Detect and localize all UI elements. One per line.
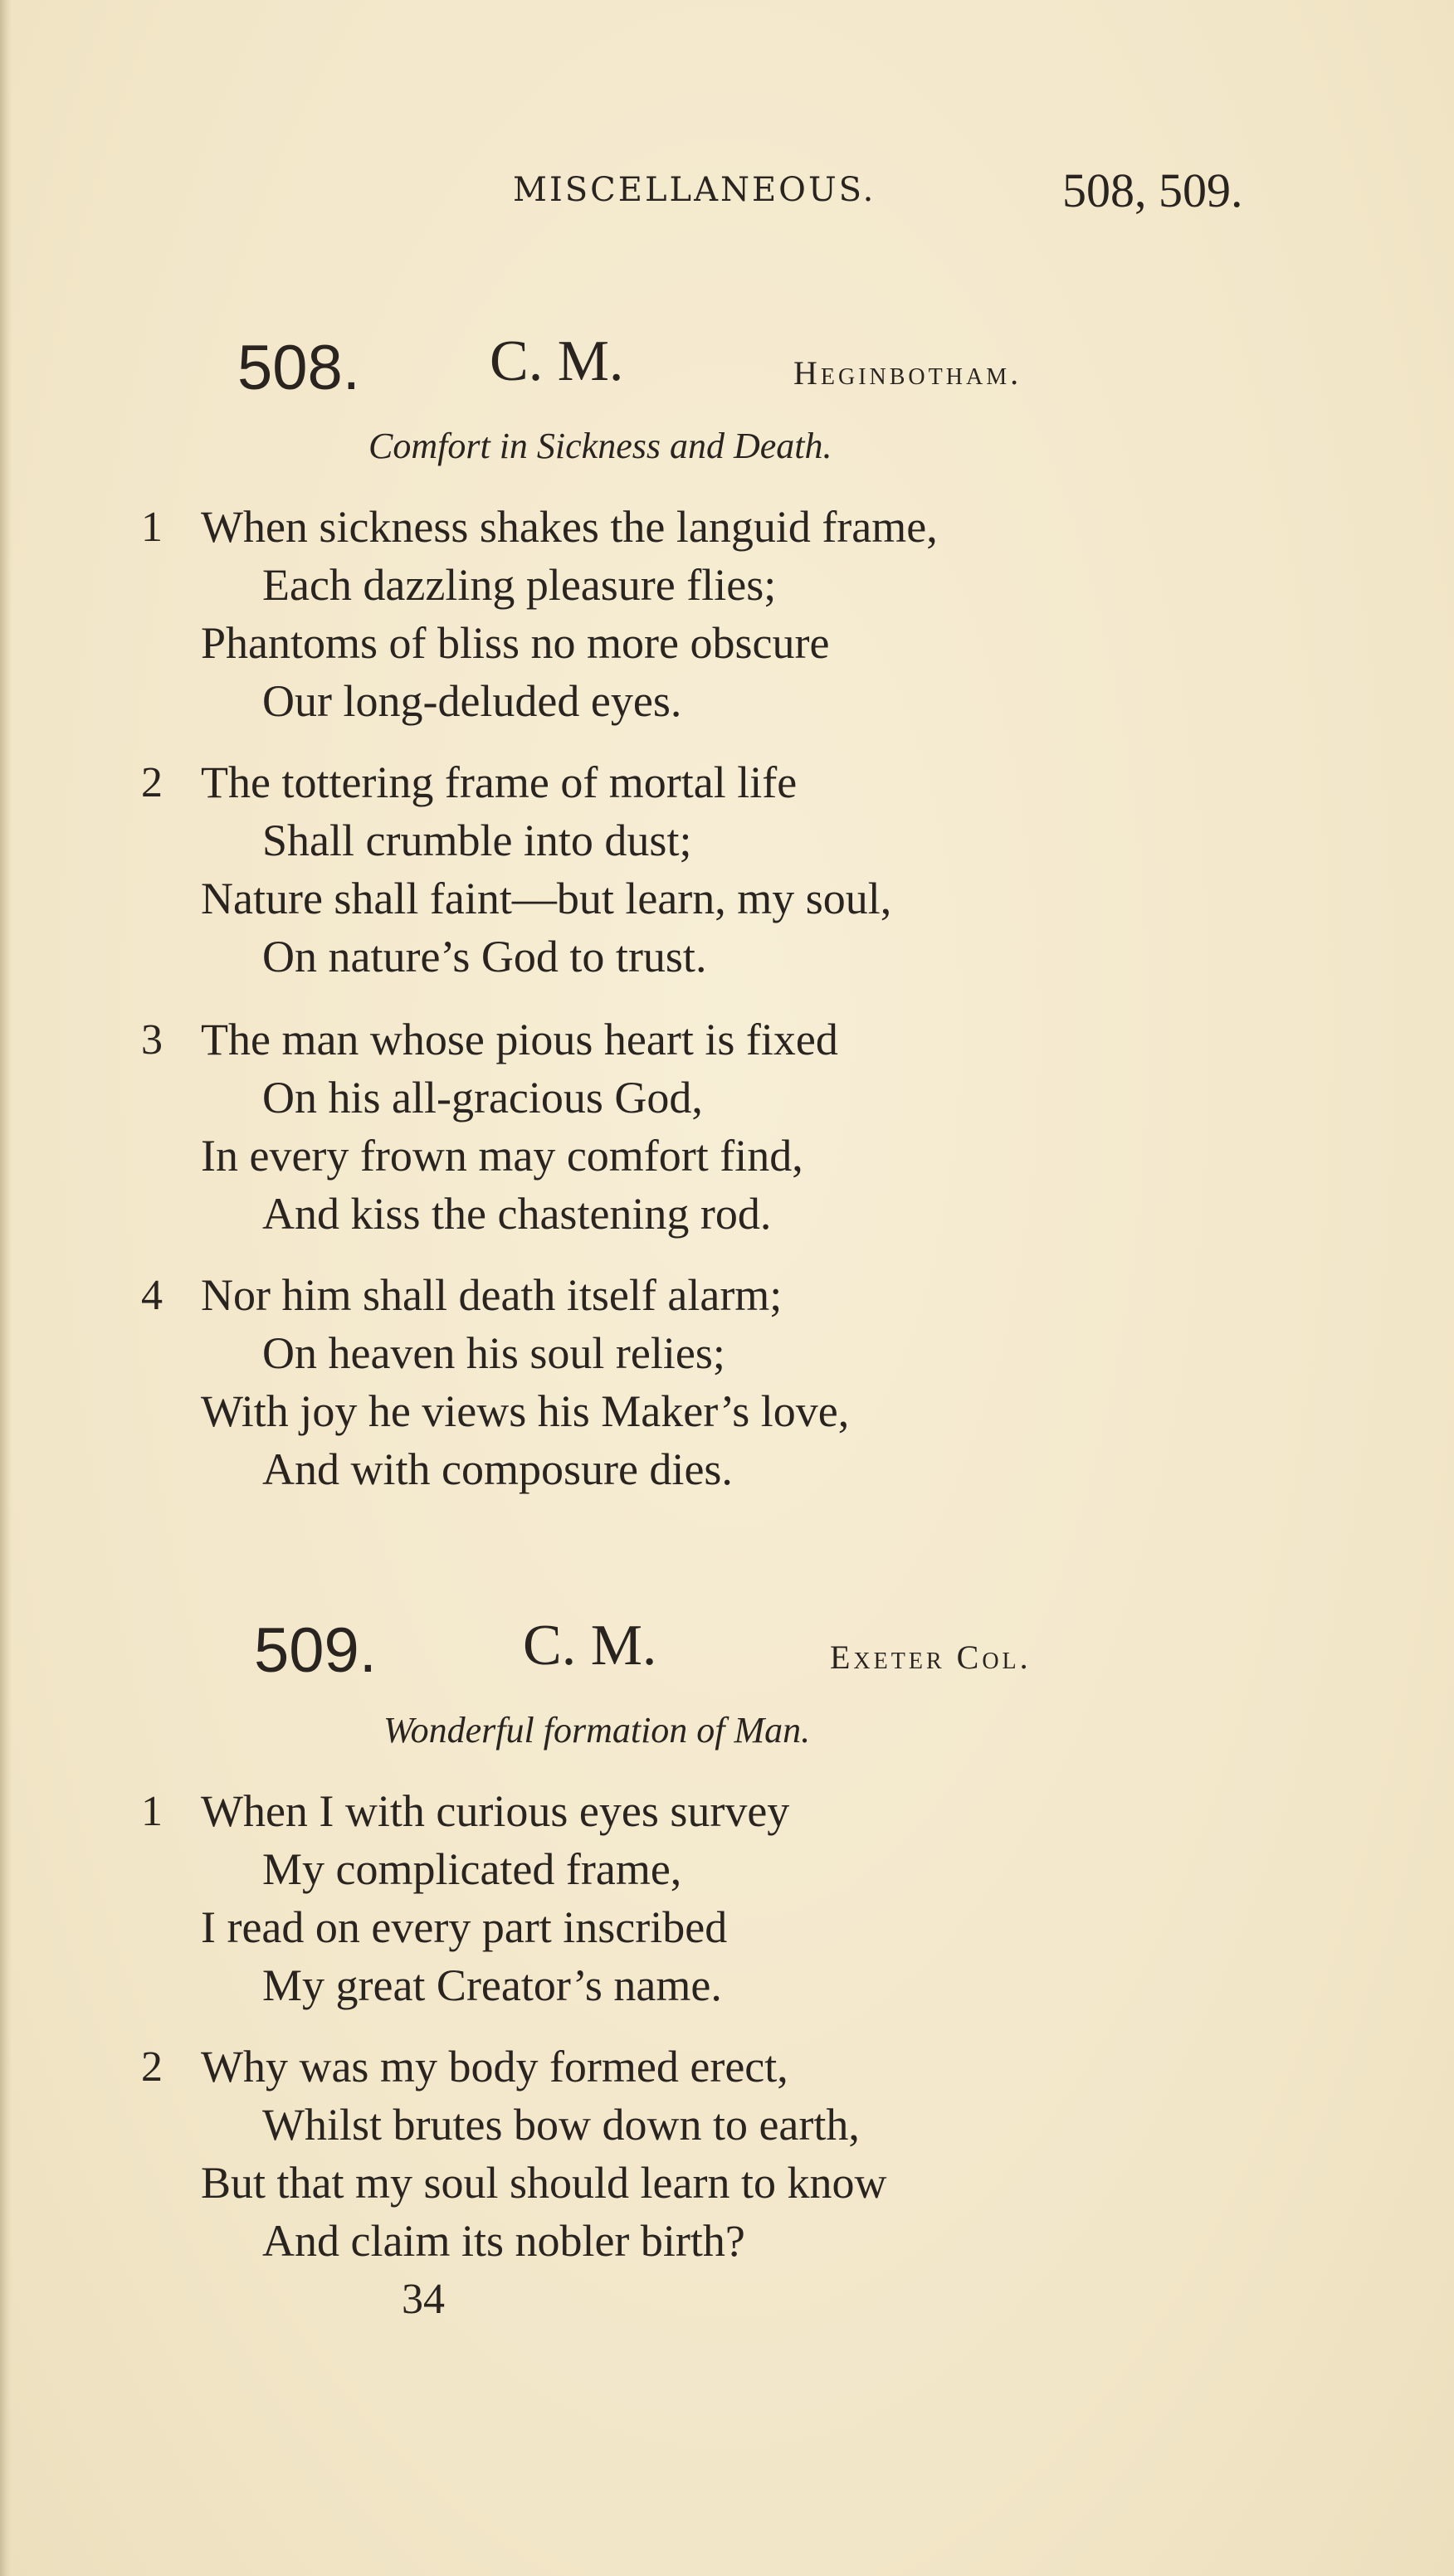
verse-line: The man whose pious heart is fixed: [201, 1015, 838, 1064]
verse-line: Our long-deluded eyes.: [262, 676, 682, 726]
verse-line: But that my soul should learn to know: [201, 2158, 887, 2208]
verse-line: On nature’s God to trust.: [262, 932, 707, 981]
verse-line: In every frown may comfort find,: [201, 1131, 803, 1181]
verse-number: 2: [141, 759, 163, 806]
verse-number: 2: [141, 2043, 163, 2091]
verse-line: On his all-gracious God,: [262, 1073, 703, 1122]
verse-line: Phantoms of bliss no more obscure: [201, 618, 830, 668]
verse-line: And with composure dies.: [262, 1444, 733, 1494]
hymn-meter: C. M.: [523, 1614, 657, 1678]
verse-line: My great Creator’s name.: [262, 1960, 722, 2010]
running-head-page-numbers: 508, 509.: [1062, 163, 1243, 217]
verse-line: On heaven his soul relies;: [262, 1328, 725, 1378]
hymn-tune: Exeter Col.: [830, 1639, 1032, 1676]
hymn-title: Comfort in Sickness and Death.: [368, 426, 832, 466]
hymn-tune: Heginbotham.: [793, 354, 1022, 392]
verse-line: Whilst brutes bow down to earth,: [262, 2100, 860, 2150]
page-edge: [0, 0, 12, 2576]
verse-line: Nor him shall death itself alarm;: [201, 1270, 783, 1320]
hymn-number: 509.: [254, 1615, 377, 1686]
verse-number: 1: [141, 504, 163, 551]
hymn-meter: C. M.: [490, 329, 624, 393]
verse-number: 1: [141, 1788, 163, 1835]
verse-line: And kiss the chastening rod.: [262, 1189, 772, 1239]
signature-mark: 34: [402, 2276, 445, 2323]
hymn-number: 508.: [237, 333, 360, 403]
verse-number: 4: [141, 1272, 163, 1319]
verse-line: With joy he views his Maker’s love,: [201, 1386, 850, 1436]
verse-line: When I with curious eyes survey: [201, 1786, 790, 1836]
hymn-title: Wonderful formation of Man.: [383, 1710, 811, 1751]
verse-line: Each dazzling pleasure flies;: [262, 560, 777, 610]
verse-line: Why was my body formed erect,: [201, 2042, 788, 2091]
verse-line: Nature shall faint—but learn, my soul,: [201, 874, 892, 923]
verse-line: Shall crumble into dust;: [262, 816, 692, 865]
verse-line: When sickness shakes the languid frame,: [201, 502, 938, 552]
verse-line: I read on every part inscribed: [201, 1902, 728, 1952]
verse-line: The tottering frame of mortal life: [201, 757, 798, 807]
running-head-section: MISCELLANEOUS.: [513, 171, 876, 209]
verse-number: 3: [141, 1016, 163, 1064]
verse-line: My complicated frame,: [262, 1844, 682, 1894]
verse-line: And claim its nobler birth?: [262, 2216, 745, 2266]
